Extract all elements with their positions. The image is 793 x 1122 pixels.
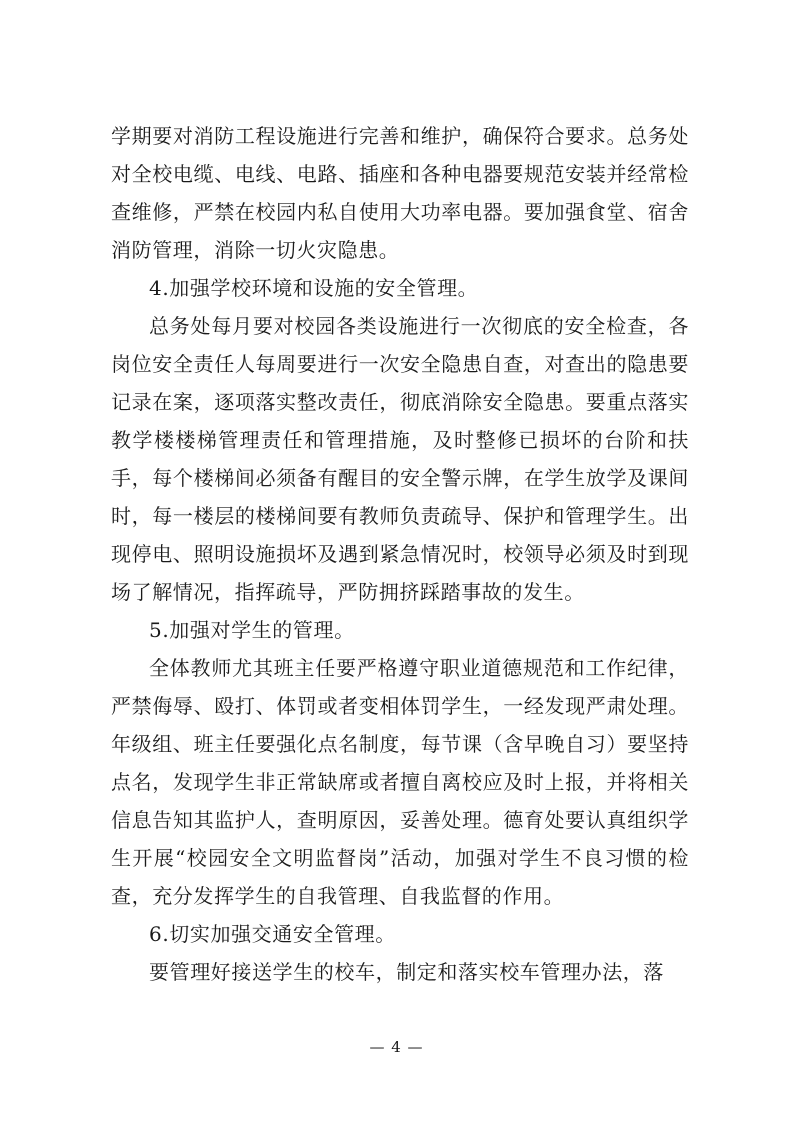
document-body (111, 117, 689, 991)
paragraph-student-management: 全体教师尤其班主任要严格遵守职业道德规范和工作纪律，严禁侮辱、殴打、体罚或者变相体罚学生，一经发现严肃处理。年级组、班主任要强化点名制度，每节课（含早晚自习）要坚持点名，发现学生非正常缺席或者擅自离校应及时上报，并将相关信息告知其监护人，查明原因，妥善处理。德育处要认真组织学生开展“校园安全文明监督岗”活动，加强对学生不良习惯的检查，充分发挥学生的自我管理、自我监督的作用。 (111, 656, 689, 908)
section-heading-5: 5.加强对学生的管理。 (149, 618, 355, 642)
page-number: — 4 — (369, 1038, 424, 1056)
paragraph-traffic-safety: 要管理好接送学生的校车，制定和落实校车管理办法，落 (149, 960, 664, 984)
section-heading-4: 4.加强学校环境和设施的安全管理。 (149, 276, 479, 300)
paragraph-fire-safety-continued: 学期要对消防工程设施进行完善和维护，确保符合要求。总务处对全校电缆、电线、电路、插座和各种电器要规范安装并经常检查维修，严禁在校园内私自使用大功率电器。要加强食堂、宿舍消防管理，消除一切火灾隐患。 (111, 124, 689, 262)
section-heading-6: 6.切实加强交通安全管理。 (149, 922, 396, 946)
paragraph-facility-safety: 总务处每月要对校园各类设施进行一次彻底的安全检查，各岗位安全责任人每周要进行一次安全隐患自查，对查出的隐患要记录在案，逐项落实整改责任，彻底消除安全隐患。要重点落实教学楼楼梯管理责任和管理措施，及时整修已损坏的台阶和扶手，每个楼梯间必须备有醒目的安全警示牌，在学生放学及课间时，每一楼层的楼梯间要有教师负责疏导、保护和管理学生。出现停电、照明设施损坏及遇到紧急情况时，校领导必须及时到现场了解情况，指挥疏导，严防拥挤踩踏事故的发生。 (111, 314, 689, 604)
